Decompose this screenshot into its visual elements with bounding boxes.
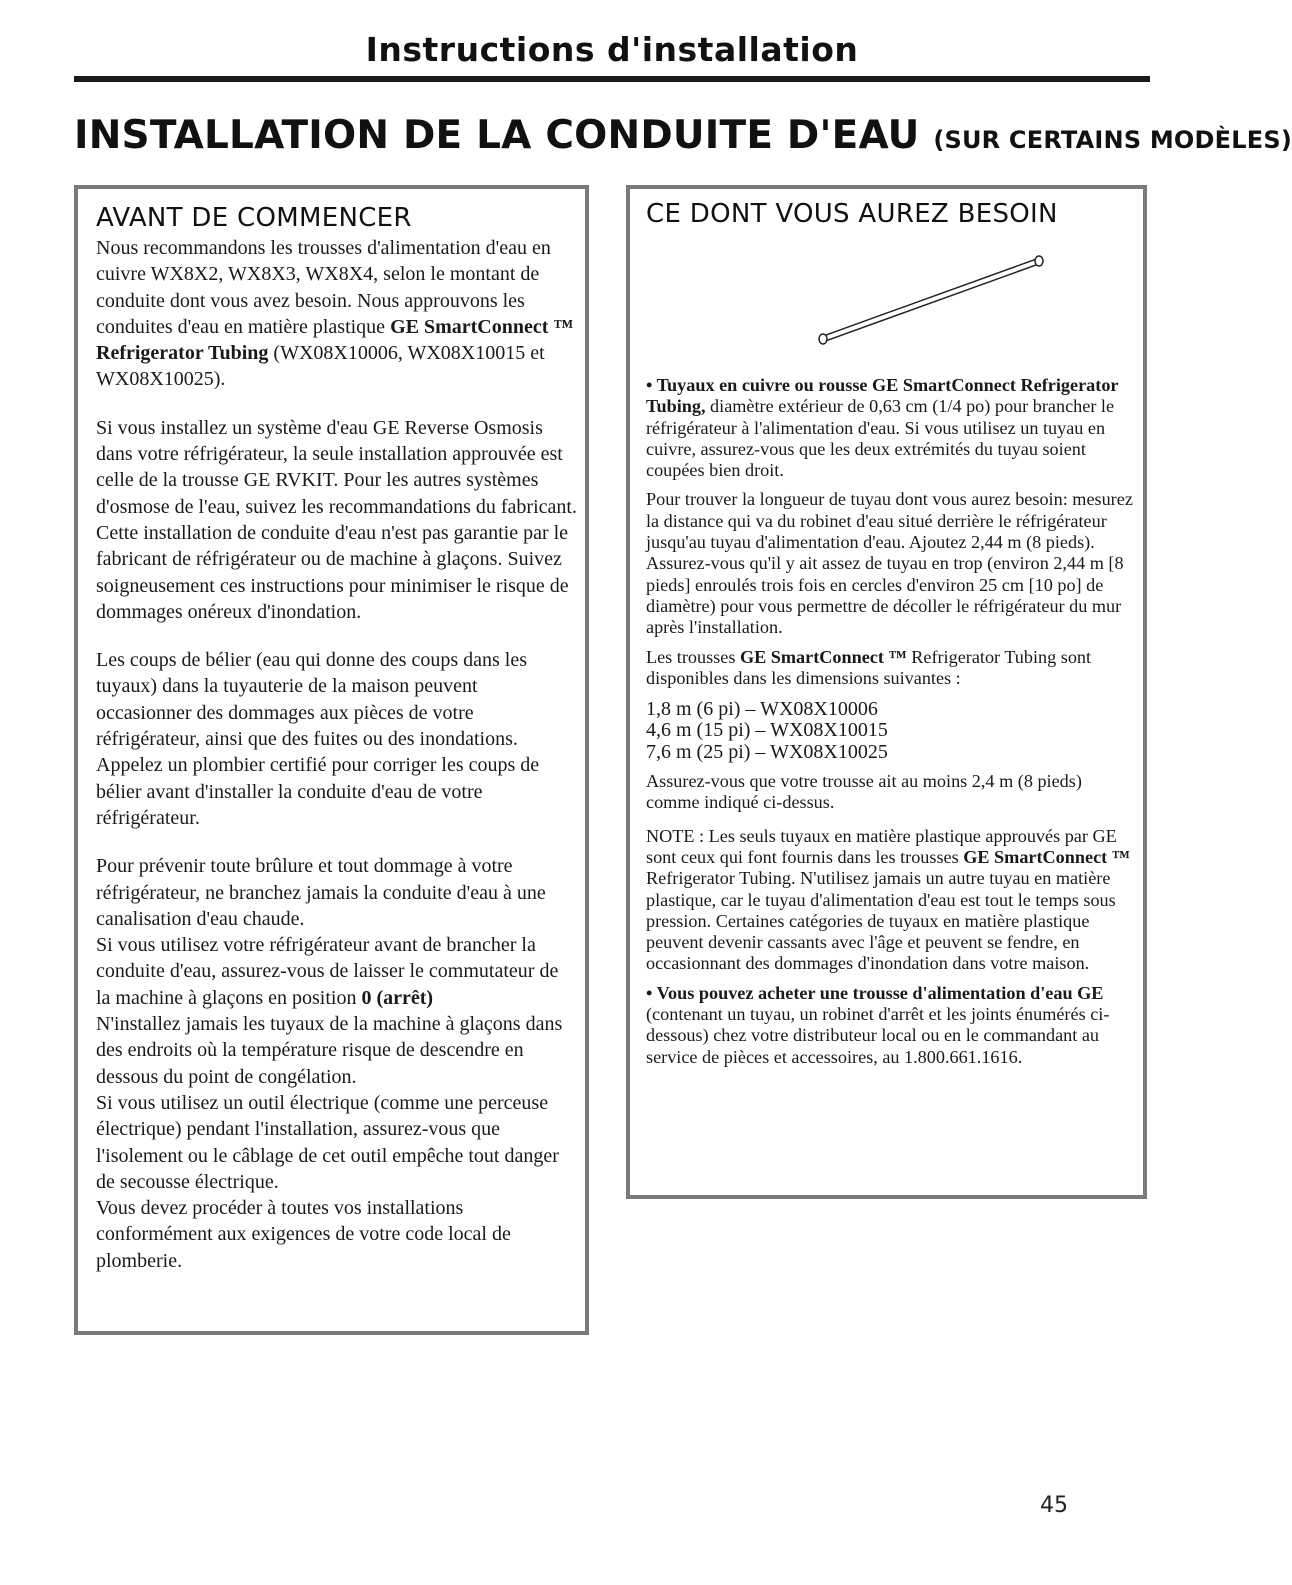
off-position: 0 (arrêt) [361, 986, 434, 1009]
tubing-text: diamètre extérieur de 0,63 cm (1/4 po) pour brancher le réfrigérateur à l'alimentation d'eau. Si vous utilisez un tuyau en cuivre, assurez-vous que les deux extrémités du tuyau soient coupées bien droit. [646, 396, 1115, 481]
recommended-kits-text: Nous recommandons les trousses d'alimentation d'eau en cuivre WX8X2, WX8X3, WX8X4, selon le montant de conduite dont vous avez besoin. Nous approuvons les conduites d'eau en matière plastique [96, 237, 551, 338]
icemaker-switch-text: Si vous utilisez votre réfrigérateur avant de brancher la conduite d'eau, assurez-vous de laisser le commutateur de la machine à glaçons en position [96, 934, 559, 1009]
plastic-tubing-note [646, 826, 1133, 975]
recommended-kits-models: (WX08X10006, WX08X10015 et WX08X10025). [96, 342, 545, 391]
tubing-illustration [761, 239, 1061, 369]
water-hammer-paragraph: Les coups de bélier (eau qui donne des coups dans les tuyaux) dans la tuyauterie de la maison peuvent occasionner des dommages aux pièces de votre réfrigérateur, ainsi que des fuites ou des inondations. [96, 649, 527, 751]
note-prefix: NOTE : Les seuls tuyaux en matière plastique approuvés par GE sont ceux qui font fournis dans les trousses [646, 825, 1117, 867]
buy-kit-bold: • Vous pouvez acheter une trousse d'alimentation d'eau GE [646, 982, 1104, 1003]
what-you-need-panel [626, 185, 1147, 1199]
plumber-paragraph: Appelez un plombier certifié pour corriger les coups de bélier avant d'installer la conduite d'eau de votre réfrigérateur. [96, 754, 540, 829]
note-bold: GE SmartConnect ™ [963, 846, 1130, 867]
main-title-text: INSTALLATION DE LA CONDUITE D'EAU [74, 113, 920, 158]
kits-text: Refrigerator Tubing sont disponibles dans les dimensions suivantes : [646, 646, 1092, 688]
kits-bold: GE SmartConnect ™ [739, 646, 907, 667]
page-number: 45 [1040, 1493, 1068, 1518]
warranty-paragraph: Cette installation de conduite d'eau n'est pas garantie par le fabricant de réfrigérateur ou de machine à glaçons. Suivez soigneusement ces instructions pour minimiser le risque de dommages onéreux d'inondation. [96, 521, 569, 623]
kits-paragraph [646, 647, 1133, 690]
icemaker-switch-paragraph [96, 932, 577, 1011]
what-you-need-heading: CE DONT VOUS AUREZ BESOIN [646, 199, 1058, 229]
smartconnect-name: GE SmartConnect ™ Refrigerator Tubing [96, 315, 574, 365]
main-title-subtitle: (SUR CERTAINS MODÈLES) [933, 126, 1292, 154]
kit-size-item: 4,6 m (15 pi) – WX08X10015 [646, 719, 888, 742]
hot-water-paragraph: Pour prévenir toute brûlure et tout dommage à votre réfrigérateur, ne branchez jamais la conduite d'eau à une canalisation d'eau chaude. [96, 855, 546, 930]
main-title [74, 113, 1292, 158]
freezing-paragraph: N'installez jamais les tuyaux de la machine à glaçons dans des endroits où la température risque de descendre en dessous du point de congélation. [96, 1013, 563, 1088]
reverse-osmosis-paragraph: Si vous installez un système d'eau GE Reverse Osmosis dans votre réfrigérateur, la seule installation approuvée est celle de la trousse GE RVKIT. Pour les autres systèmes d'osmose de l'eau, suivez les recommandations du fabricant. [96, 416, 577, 518]
tubing-length-paragraph: Pour trouver la longueur de tuyau dont vous aurez besoin: mesurez la distance qui va du robinet d'eau situé derrière le réfrigérateur jusqu'au tuyau d'alimentation d'eau. Ajoutez 2,44 m (8 pieds). Assurez-vous qu'il y ait assez de tuyau en trop (environ 2,44 m [8 pieds] enroulés trois fois en cercles d'environ 25 cm [10 po] de diamètre) pour vous permettre de décoller le réfrigérateur du mur après l'installation. [646, 489, 1133, 638]
recommended-kits-paragraph [96, 235, 577, 393]
plumbing-code-paragraph: Vous devez procéder à toutes vos installations conformément aux exigences de votre code local de plomberie. [96, 1197, 511, 1272]
note-text: Refrigerator Tubing. N'utilisez jamais un autre tuyau en matière plastique, car le tuyau d'alimentation d'eau est tout le temps sous pression. Certaines catégories de tuyaux en matière plastique peuvent devenir cassants avec l'âge et peuvent se fendre, en occasionnant des dommages d'inondation dans votre maison. [646, 868, 1116, 974]
buy-kit-text: (contenant un tuyau, un robinet d'arrêt et les joints énumérés ci-dessous) chez votre distributeur local ou en le commandant au service de pièces et accessoires, au 1.800.661.1616. [646, 1004, 1110, 1067]
header-rule [74, 76, 1150, 82]
minimum-length-paragraph: Assurez-vous que votre trousse ait au moins 2,4 m (8 pieds) comme indiqué ci-dessus. [646, 771, 1082, 813]
before-you-begin-heading: AVANT DE COMMENCER [96, 203, 412, 233]
buy-kit-paragraph [646, 983, 1133, 1068]
tubing-paragraph [646, 375, 1133, 481]
kit-sizes-list [646, 699, 1133, 763]
before-you-begin-panel [74, 185, 589, 1335]
kits-prefix: Les trousses [646, 646, 740, 667]
power-tool-paragraph: Si vous utilisez un outil électrique (comme une perceuse électrique) pendant l'installation, assurez-vous que l'isolement ou le câblage de cet outil empêche tout danger de secousse électrique. [96, 1091, 559, 1193]
kit-size-item: 1,8 m (6 pi) – WX08X10006 [646, 698, 878, 721]
section-header: Instructions d'installation [365, 30, 859, 69]
kit-size-item: 7,6 m (25 pi) – WX08X10025 [646, 740, 888, 763]
tubing-bold: • Tuyaux en cuivre ou rousse GE SmartConnect Refrigerator Tubing, [646, 375, 1119, 417]
